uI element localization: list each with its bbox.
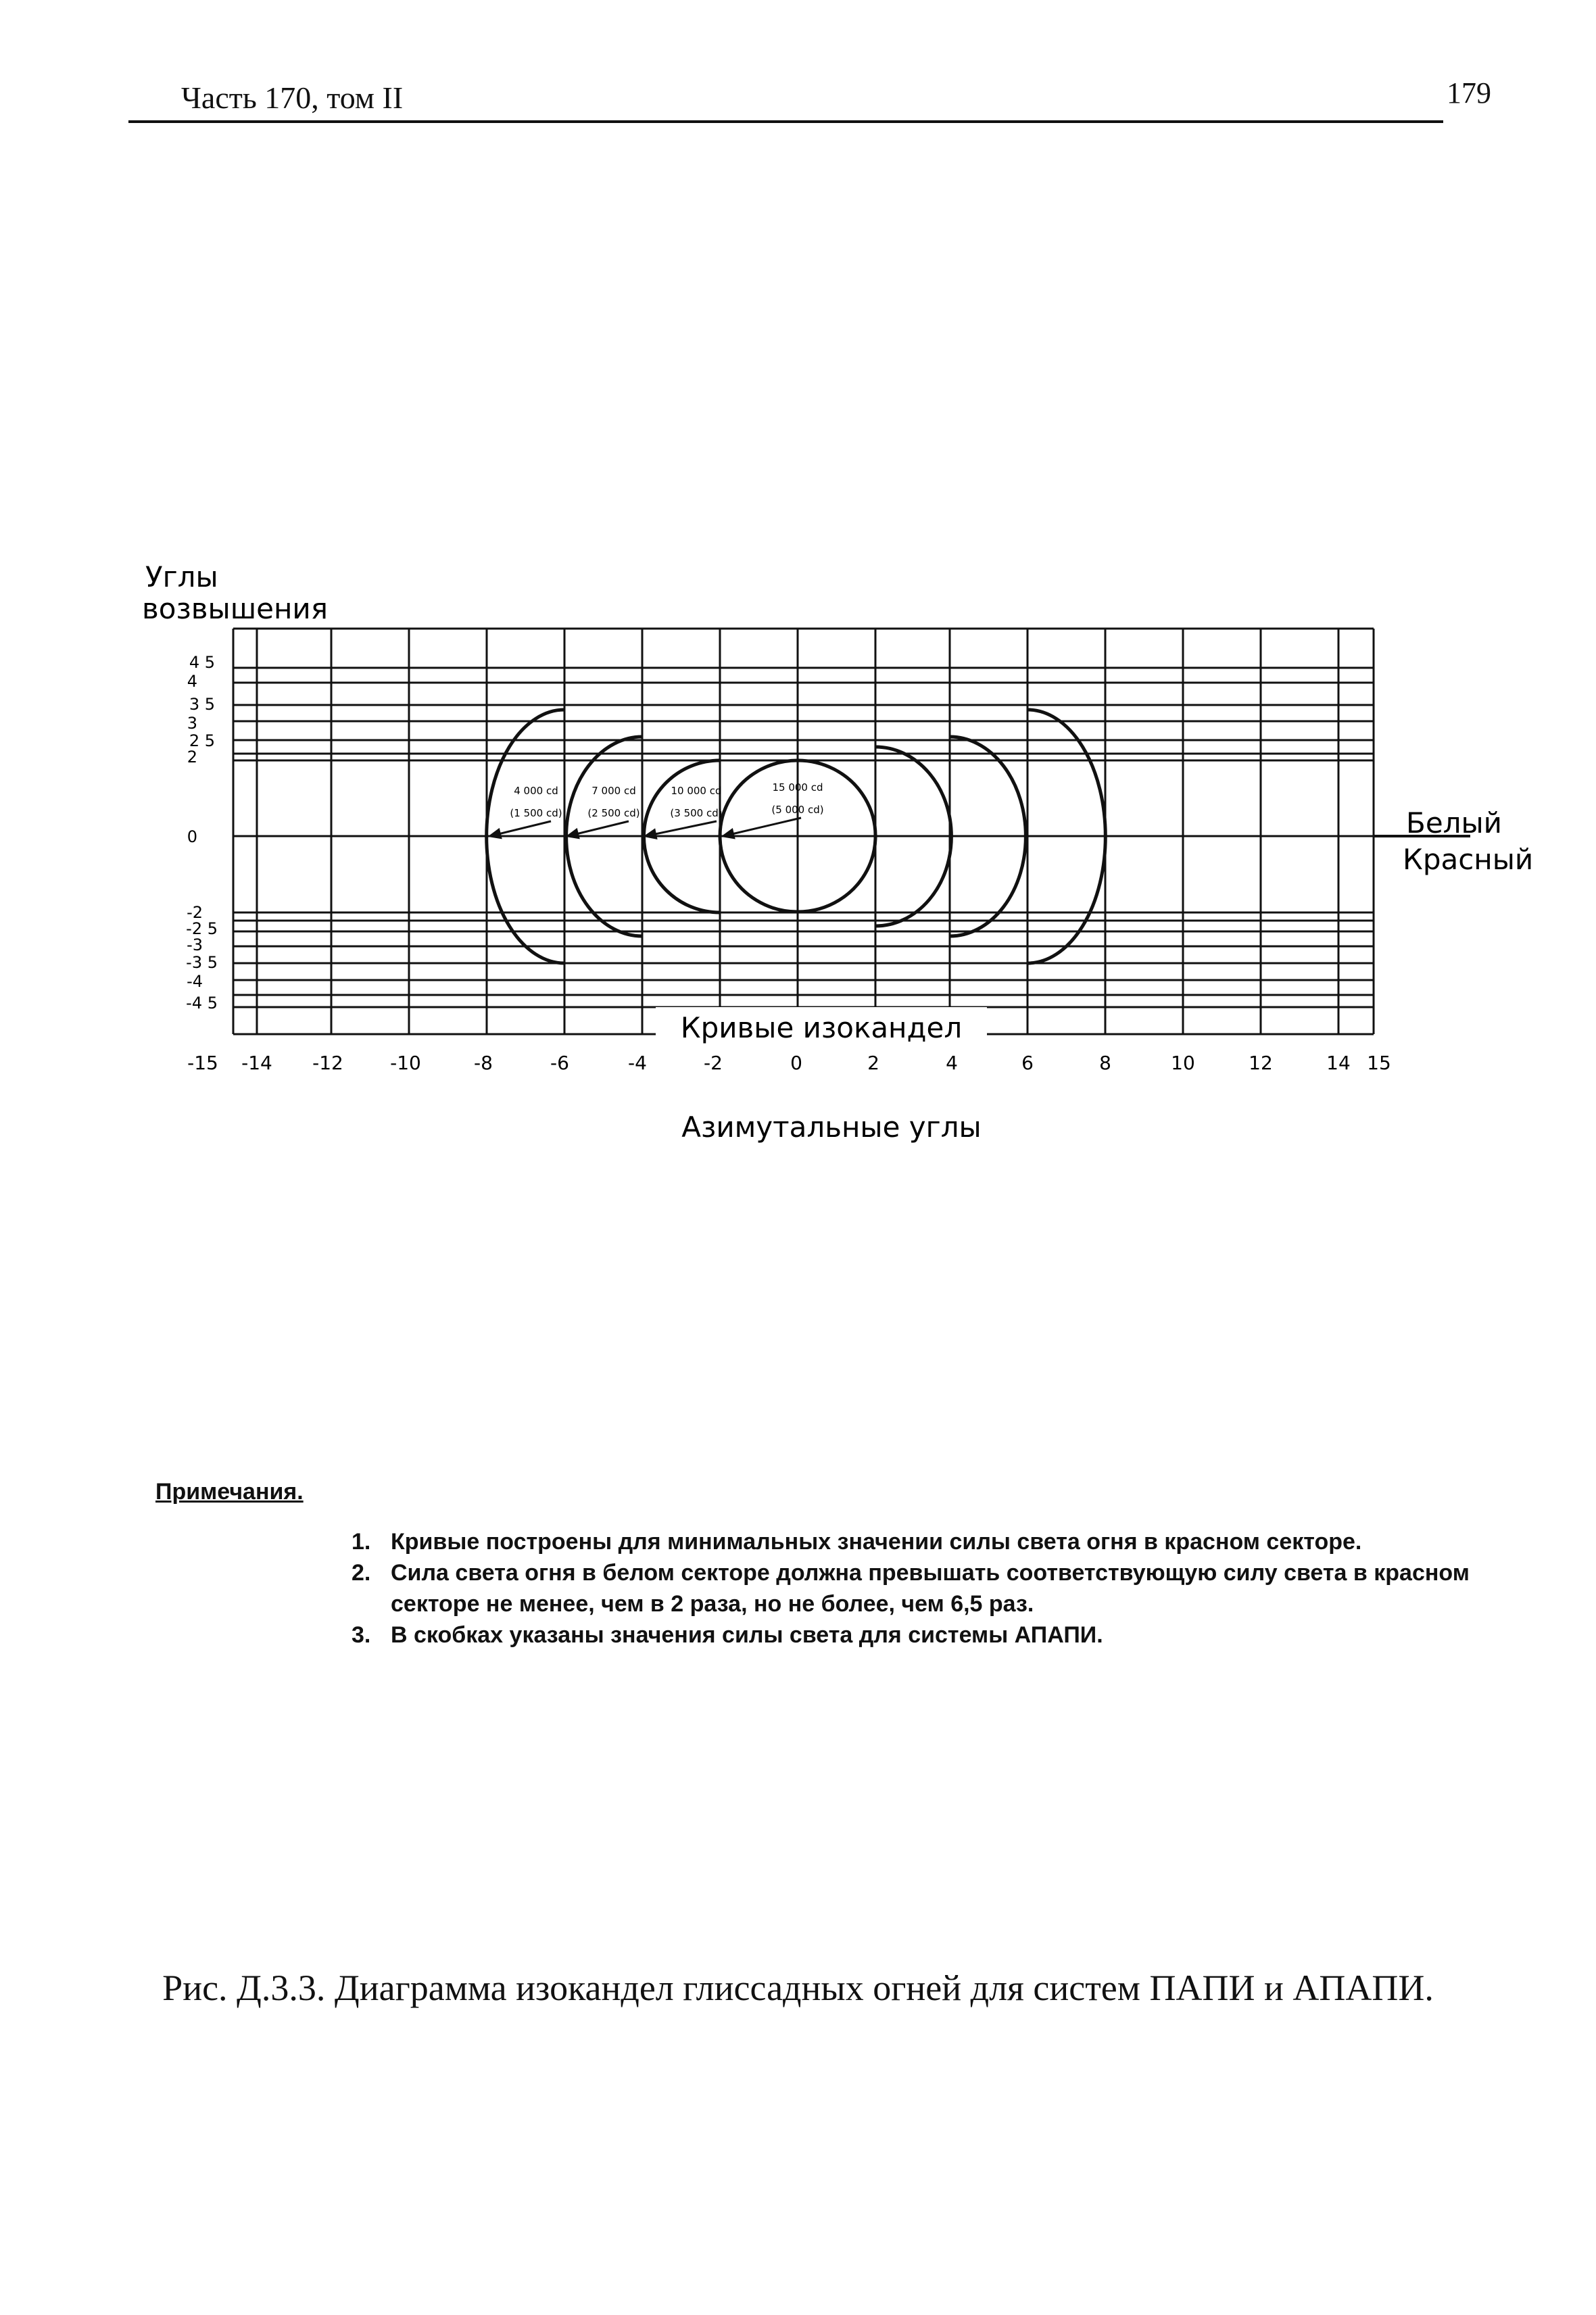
note-number: 2. [352,1560,371,1586]
y-tick-label: -2 5 [186,919,218,938]
x-tick-label: 2 [867,1052,879,1074]
page-number: 179 [1447,76,1491,109]
figure-caption: Рис. Д.3.3. Диаграмма изокандел глиссадных огней для систем ПАПИ и АПАПИ. [162,1968,1434,2008]
y-tick-label: 0 [187,827,197,846]
y-tick-label: 2 [187,748,197,766]
note-number: 1. [352,1529,371,1555]
curve-sublabel-2500: (2 500 cd) [587,807,640,819]
x-tick-label: -12 [312,1052,343,1074]
arrow-4000-head [490,829,501,837]
x-tick-label: 15 [1367,1052,1391,1074]
curve-label-4000: 4 000 cd [514,785,558,797]
arrow-10000-head [646,830,656,838]
note-item [352,1557,1501,1619]
x-tick-label: -15 [187,1052,218,1074]
y-tick-label: 3 5 [189,695,215,714]
y-axis-title-line1: Углы [145,560,218,593]
note-text: Сила света огня в белом секторе должна превышать соответствующую силу света в красном секторе не менее, чем в 2 раза, но не более, чем 6,5 раз. [391,1560,1470,1617]
y-tick-label: 4 [187,672,197,691]
arrow-15000 [723,818,801,836]
arrow-7000-head [568,829,579,837]
x-tick-label: -2 [704,1052,723,1074]
x-axis-title: Азимутальные углы [681,1111,982,1144]
curve-label-10000: 10 000 cd [671,785,722,797]
x-tick-label: 8 [1099,1052,1111,1074]
y-tick-label: 2 5 [189,731,215,750]
inner-label: Кривые изокандел [680,1011,963,1044]
x-tick-label: -10 [390,1052,421,1074]
notes-list [352,1526,1501,1651]
x-tick-label: -6 [550,1052,569,1074]
red-sector-label: Красный [1403,843,1534,876]
curve-labels [510,781,823,819]
note-text: Кривые построены для минимальных значении силы света огня в красном секторе. [391,1529,1362,1555]
note-text: В скобках указаны значения силы света для системы АПАПИ. [391,1622,1103,1648]
x-tick-label: -4 [628,1052,647,1074]
note-item [352,1619,1501,1651]
note-item [352,1526,1501,1557]
notes-title: Примечания. [155,1479,304,1505]
x-tick-label: 0 [790,1052,802,1074]
y-tick-label: -2 [187,903,203,922]
note-number: 3. [352,1622,371,1648]
curve-sublabel-1500: (1 500 cd) [510,807,562,819]
y-tick-label: -3 [187,935,203,954]
y-axis-title-line2: возвышения [142,592,328,625]
x-tick-label: 4 [946,1052,958,1074]
y-tick-labels [186,653,218,1013]
x-tick-labels [187,1052,1391,1074]
white-sector-label: Белый [1406,806,1502,839]
grid-lines [233,629,1470,1034]
y-tick-label: -4 5 [186,994,218,1013]
y-tick-label: 4 5 [189,653,215,672]
running-header-title: Часть 170, том II [181,80,404,115]
curve-sublabel-5000: (5 000 cd) [771,804,824,816]
arrow-15000-head [723,830,734,838]
x-tick-label: 6 [1021,1052,1034,1074]
y-tick-label: -4 [187,972,203,991]
x-tick-label: 10 [1171,1052,1195,1074]
curve-label-15000: 15 000 cd [772,781,823,794]
x-tick-label: 12 [1249,1052,1273,1074]
y-tick-label: -3 5 [186,953,218,972]
curve-sublabel-3500: (3 500 cd) [670,807,723,819]
x-tick-label: 14 [1326,1052,1351,1074]
y-tick-label: 3 [187,714,197,733]
x-tick-label: -14 [241,1052,272,1074]
x-tick-label: -8 [474,1052,493,1074]
curve-label-7000: 7 000 cd [591,785,636,797]
